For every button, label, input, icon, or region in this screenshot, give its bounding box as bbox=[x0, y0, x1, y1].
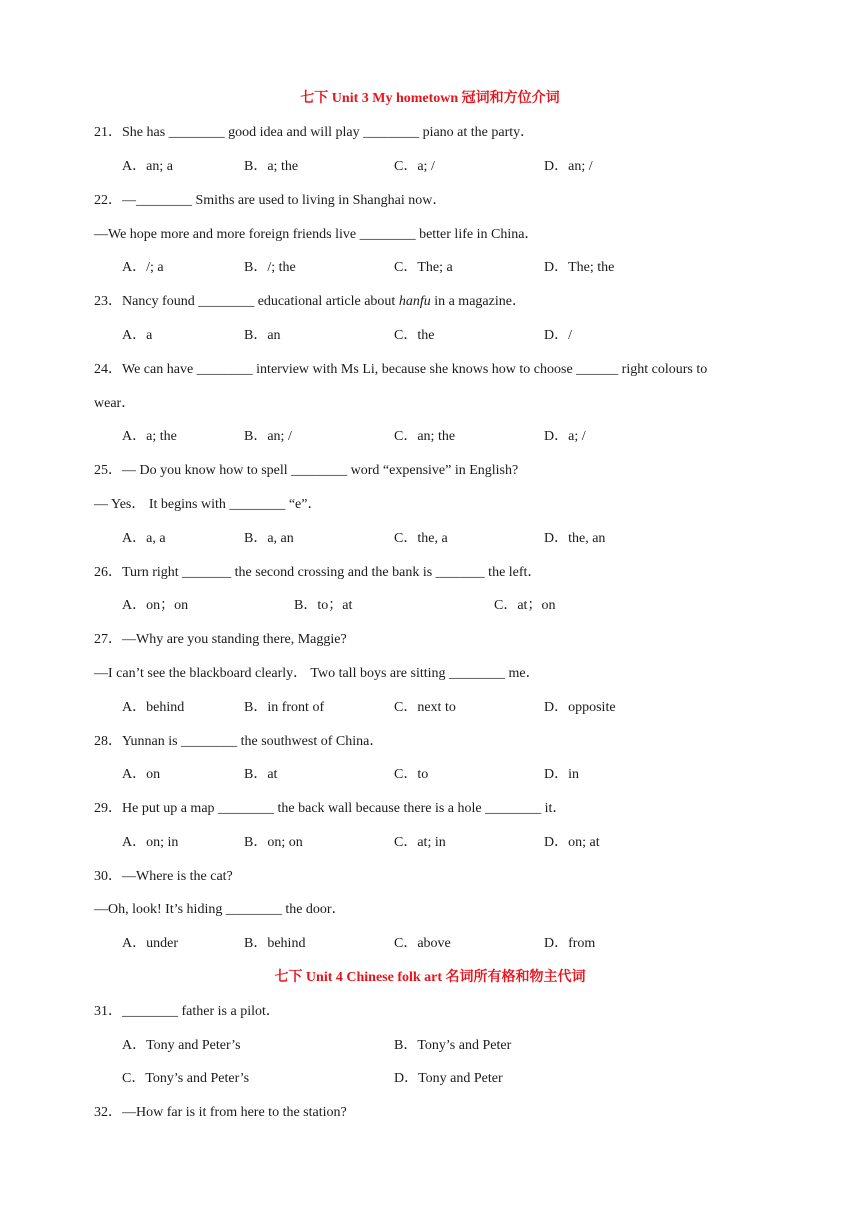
q29-option-d: D．on; at bbox=[544, 835, 600, 850]
question-25-line2: — Yes． It begins with ________ “e”． bbox=[94, 497, 322, 512]
q24-option-c: C．an; the bbox=[394, 429, 456, 444]
q29-option-c: C．at; in bbox=[394, 835, 446, 850]
q30-option-c: C．above bbox=[394, 936, 451, 951]
q28-option-b: B．at bbox=[244, 767, 278, 782]
q25-option-b: B．a, an bbox=[244, 531, 294, 546]
q30-option-b: B．behind bbox=[244, 936, 306, 951]
q25-option-c: C．the, a bbox=[394, 531, 448, 546]
q23-text-after: in a magazine． bbox=[430, 294, 526, 309]
q21-option-a: A．an; a bbox=[122, 159, 173, 174]
q26-option-b: B．to；at bbox=[294, 598, 353, 613]
q26-option-a: A．on；on bbox=[122, 598, 189, 613]
question-25-line1: 25．— Do you know how to spell ________ word “expensive” in English? bbox=[94, 463, 519, 478]
question-30-line2: —Oh, look! It’s hiding ________ the door． bbox=[94, 902, 346, 917]
q22-option-d: D．The; the bbox=[544, 260, 615, 275]
question-31: 31．________ father is a pilot． bbox=[94, 1004, 280, 1019]
section-title-unit3: 七下 Unit 3 My hometown 冠词和方位介词 bbox=[300, 91, 560, 106]
q23-option-b: B．an bbox=[244, 328, 281, 343]
q27-option-c: C．next to bbox=[394, 700, 456, 715]
question-24-line2: wear． bbox=[94, 396, 136, 411]
question-32: 32．—How far is it from here to the station? bbox=[94, 1105, 347, 1120]
q22-option-c: C．The; a bbox=[394, 260, 453, 275]
q29-option-b: B．on; on bbox=[244, 835, 303, 850]
q28-option-d: D．in bbox=[544, 767, 579, 782]
q24-option-d: D．a; / bbox=[544, 429, 586, 444]
question-21: 21．She has ________ good idea and will play ________ piano at the party． bbox=[94, 125, 535, 140]
q31-option-a: A．Tony and Peter’s bbox=[122, 1038, 241, 1053]
q23-option-d: D．/ bbox=[544, 328, 572, 343]
q27-option-b: B．in front of bbox=[244, 700, 325, 715]
section-title-unit4: 七下 Unit 4 Chinese folk art 名词所有格和物主代词 bbox=[274, 970, 586, 985]
q21-option-b: B．a; the bbox=[244, 159, 299, 174]
q24-option-b: B．an; / bbox=[244, 429, 292, 444]
question-23 bbox=[94, 292, 800, 312]
q21-option-c: C．a; / bbox=[394, 159, 435, 174]
q29-option-a: A．on; in bbox=[122, 835, 179, 850]
q25-option-d: D．the, an bbox=[544, 531, 606, 546]
q22-option-b: B．/; the bbox=[244, 260, 296, 275]
question-24-line1: 24．We can have ________ interview with Ms Li, because she knows how to choose ______ right colours to bbox=[94, 362, 708, 377]
q21-option-d: D．an; / bbox=[544, 159, 593, 174]
q22-option-a: A．/; a bbox=[122, 260, 164, 275]
question-22-line1: 22．—________ Smiths are used to living in Shanghai now． bbox=[94, 193, 447, 208]
q27-option-d: D．opposite bbox=[544, 700, 616, 715]
question-27-line1: 27．—Why are you standing there, Maggie? bbox=[94, 632, 347, 647]
question-27-line2: —I can’t see the blackboard clearly． Two tall boys are sitting ________ me． bbox=[94, 666, 540, 681]
q30-option-a: A．under bbox=[122, 936, 178, 951]
q25-option-a: A．a, a bbox=[122, 531, 166, 546]
q28-option-a: A．on bbox=[122, 767, 161, 782]
question-26: 26．Turn right _______ the second crossing and the bank is _______ the left． bbox=[94, 565, 542, 580]
q23-option-c: C．the bbox=[394, 328, 435, 343]
q23-italic-term: hanfu bbox=[398, 294, 431, 309]
question-22-line2: —We hope more and more foreign friends live ________ better life in China． bbox=[94, 227, 539, 242]
question-29: 29．He put up a map ________ the back wall because there is a hole ________ it． bbox=[94, 801, 567, 816]
q23-text-before: 23．Nancy found ________ educational article about bbox=[94, 294, 399, 309]
q31-option-d: D．Tony and Peter bbox=[394, 1071, 503, 1086]
q31-option-b: B．Tony’s and Peter bbox=[394, 1038, 512, 1053]
q24-option-a: A．a; the bbox=[122, 429, 177, 444]
q31-option-c: C．Tony’s and Peter’s bbox=[122, 1071, 250, 1086]
q23-option-a: A．a bbox=[122, 328, 153, 343]
question-28: 28．Yunnan is ________ the southwest of China． bbox=[94, 734, 384, 749]
q30-option-d: D．from bbox=[544, 936, 596, 951]
q28-option-c: C．to bbox=[394, 767, 429, 782]
q27-option-a: A．behind bbox=[122, 700, 185, 715]
q26-option-c: C．at；on bbox=[494, 598, 556, 613]
question-30-line1: 30．—Where is the cat? bbox=[94, 869, 233, 884]
